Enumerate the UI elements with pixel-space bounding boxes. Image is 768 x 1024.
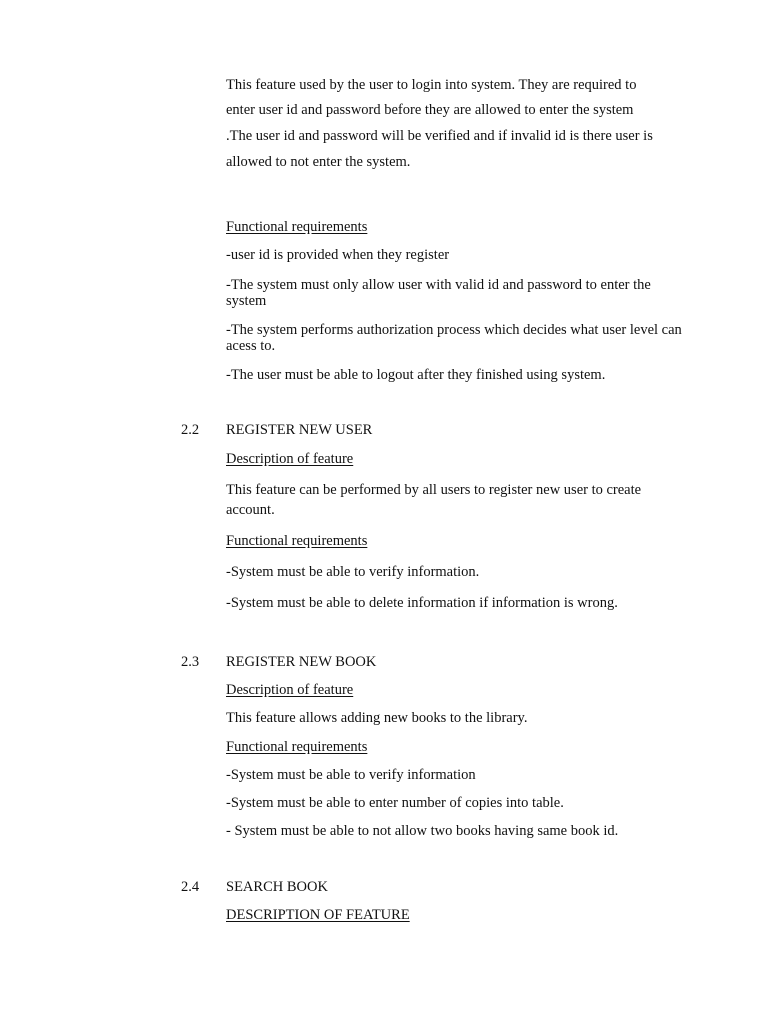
intro-line: .The user id and password will be verified and if invalid id is there user is [226,128,653,144]
requirement-item: -The system must only allow user with valid id and password to enter the system [226,277,651,309]
description-heading: Description of feature [226,451,354,467]
requirement-item: -user id is provided when they register [226,247,450,263]
description-line: This feature can be performed by all users to register new user to create [226,482,642,498]
section-title: REGISTER NEW BOOK [226,654,377,670]
intro-line: allowed to not enter the system. [226,154,411,170]
functional-requirements-heading: Functional requirements [226,533,368,549]
section-number: 2.3 [181,654,200,670]
requirement-item: - System must be able to not allow two books having same book id. [226,823,619,839]
requirement-item: -System must be able to verify information [226,767,476,783]
functional-requirements-heading: Functional requirements [226,739,368,755]
functional-requirements-heading: Functional requirements [226,219,368,235]
requirement-item: -The user must be able to logout after they finished using system. [226,367,606,383]
description-heading: DESCRIPTION OF FEATURE [226,907,410,923]
description-heading: Description of feature [226,682,354,698]
requirement-item: -System must be able to enter number of copies into table. [226,795,564,811]
section-number: 2.4 [181,879,200,895]
section-number: 2.2 [181,422,200,438]
section-title: REGISTER NEW USER [226,422,373,438]
requirement-item: -The system performs authorization process which decides what user level can acess to. [226,322,682,354]
description-line: This feature allows adding new books to the library. [226,710,528,726]
section-title: SEARCH BOOK [226,879,328,895]
requirement-item: -System must be able to delete information if information is wrong. [226,595,618,611]
requirement-item: -System must be able to verify information. [226,564,480,580]
intro-line: enter user id and password before they are allowed to enter the system [226,102,634,118]
description-line: account. [226,502,275,518]
intro-line: This feature used by the user to login into system. They are required to [226,77,637,93]
